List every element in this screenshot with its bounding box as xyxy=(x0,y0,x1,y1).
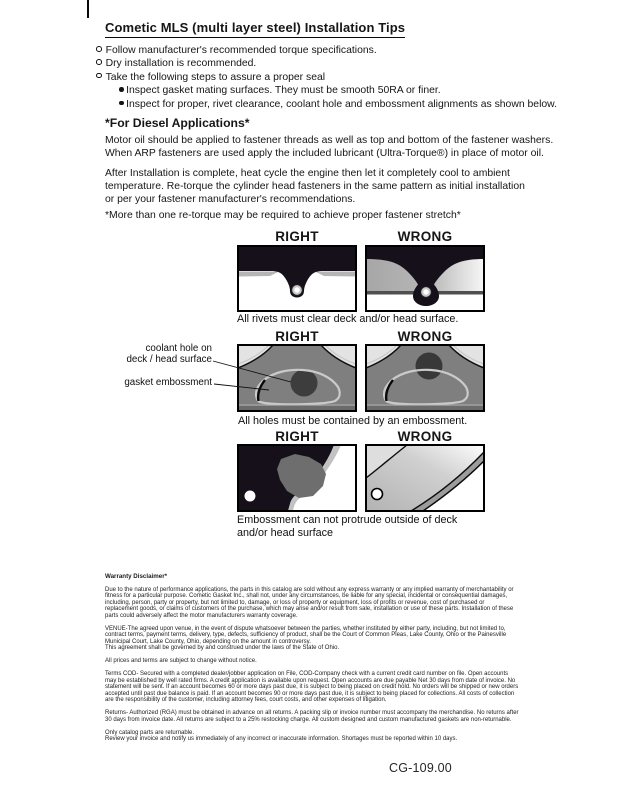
list-item: Inspect gasket mating surfaces. They must be smooth 50RA or finer. xyxy=(119,84,556,97)
right-label: RIGHT xyxy=(275,329,319,344)
list-item: Take the following steps to assure a proper seal xyxy=(96,71,556,84)
embossment-protrusion-right-diagram xyxy=(237,444,357,512)
warranty-disclaimer xyxy=(105,574,519,749)
bolt-hole xyxy=(245,491,256,502)
rivets-caption: All rivets must clear deck and/or head surface. xyxy=(237,313,459,325)
embossment-protrusion-wrong-diagram xyxy=(365,444,485,512)
rivet-center xyxy=(294,287,299,292)
retorque-note: *More than one re-torque may be required to achieve proper fastener stretch* xyxy=(105,210,461,221)
coolant-hole xyxy=(416,353,443,380)
list-item: Inspect for proper, rivet clearance, coolant hole and embossment alignments as shown below. xyxy=(119,98,556,111)
holes-caption: All holes must be contained by an embossment. xyxy=(238,415,468,427)
coolant-hole-label: coolant hole on deck / head surface xyxy=(126,343,212,365)
deck-edge-band xyxy=(366,406,484,411)
rivet-center xyxy=(423,289,428,294)
right-label: RIGHT xyxy=(275,229,319,244)
right-label: RIGHT xyxy=(275,429,319,444)
coolant-hole xyxy=(291,370,318,397)
page-title: Cometic MLS (multi layer steel) Installation Tips xyxy=(105,20,405,38)
open-bullet-icon xyxy=(96,46,102,52)
filled-bullet-icon xyxy=(119,87,124,92)
catalog-page-number: CG-109.00 xyxy=(389,761,452,775)
rivet-clearance-right-diagram xyxy=(237,245,357,312)
disclaimer-heading: Warranty Disclaimer* xyxy=(105,573,168,580)
bolt-hole xyxy=(372,489,383,500)
disclaimer-returns-paragraph: Returns- Authorized (RGA) must be obtained in advance on all returns. A packing slip or invoice number must accompany the merchandise. No returns after 30 days from invoice date. All returns are subject to a 25% restocking charge. All custom designed and custom manufactured gaskets are non-returnable. xyxy=(105,710,519,723)
disclaimer-venue-paragraph: VENUE-The agreed upon venue, in the event of dispute whatsoever between the parties, whether instituted by either party, including, but not limited to, contract terms, payment terms, delivery, type, defects, sufficiency of product, shall be the Court of Common Pleas, Lake County, Ohio or the Painesville Municipal Court, Lake County, Ohio, depending on the amount in controversy. This agreement shall be governed by and construed under the laws of the State of Ohio. xyxy=(105,625,507,651)
open-bullet-icon xyxy=(96,73,102,79)
disclaimer-terms-paragraph: Terms COD- Secured with a completed dealer/jobber application on File, COD-Company check with a current credit card number on file. Open accounts may be established by well rated firms. A credit application is available upon request. Open accounts are due payable Net 30 days from date of invoice. No statement will be sent. If an account becomes 60 or more days past due, it is subject to being placed on credit hold. No orders will be shipped or new orders accepted until past due balance is paid. If an account becomes 90 or more days past due, it is subject to being placed for collections. All costs of collection are the responsibility of the customer, including attorney fees, court costs, and other expenses of litigation. xyxy=(105,671,519,703)
deck-edge-band xyxy=(238,406,356,411)
wrong-label: WRONG xyxy=(397,329,453,344)
embossment-caption: Embossment can not protrude outside of deck and/or head surface xyxy=(237,514,458,539)
disclaimer-warranty-paragraph: Due to the nature of performance applications, the parts in this catalog are sold without any express warranty or any implied warranty of merchantability or fitness for a particular purpose. Cometic Gasket Inc., shall not, under any circumstances, be liable for any special, incidental or consequential damages, including, person, party or property, but not limited to, damage, or loss of property or equipment, loss of profits or revenue, cost of purchased or replacement goods, or claims of customers of the purchase, which may arise and/or result from sale, installation or use of these parts. Installation of these parts could adversely affect the motor manufacturers warranty coverage. xyxy=(105,586,514,619)
retorque-paragraph: After Installation is complete, heat cycle the engine then let it completely cool to ambient temperature. Re-torque the cylinder head fasteners in the same pattern as initial installation or per your fastener manufacturer's recommendations. xyxy=(105,167,525,205)
installation-tips-list xyxy=(96,44,556,111)
list-item: Follow manufacturer's recommended torque specifications. xyxy=(96,44,556,57)
embossment-containment-wrong-diagram xyxy=(365,344,485,412)
rivet-clearance-wrong-diagram xyxy=(365,245,485,312)
filled-bullet-icon xyxy=(119,101,124,106)
diesel-applications-heading: *For Diesel Applications* xyxy=(105,116,250,130)
list-item: Dry installation is recommended. xyxy=(96,57,556,70)
wrong-label: WRONG xyxy=(397,229,453,244)
gasket-embossment-label: gasket embossment xyxy=(124,377,212,388)
print-crop-mark xyxy=(87,0,89,18)
disclaimer-prices-line: All prices and terms are subject to change without notice. xyxy=(105,658,257,664)
motor-oil-paragraph: Motor oil should be applied to fastener threads as well as top and bottom of the fastener washers. When ARP fasteners are used apply the included lubricant (Ultra-Torque®) in place of motor oil. xyxy=(105,135,554,160)
open-bullet-icon xyxy=(96,59,102,65)
wrong-label: WRONG xyxy=(397,429,453,444)
embossment-containment-right-diagram xyxy=(237,344,357,412)
disclaimer-returnable-paragraph: Only catalog parts are returnable. Review your invoice and notify us immediately of any incorrect or inaccurate information. Shortages must be reported within 10 days. xyxy=(105,729,458,742)
